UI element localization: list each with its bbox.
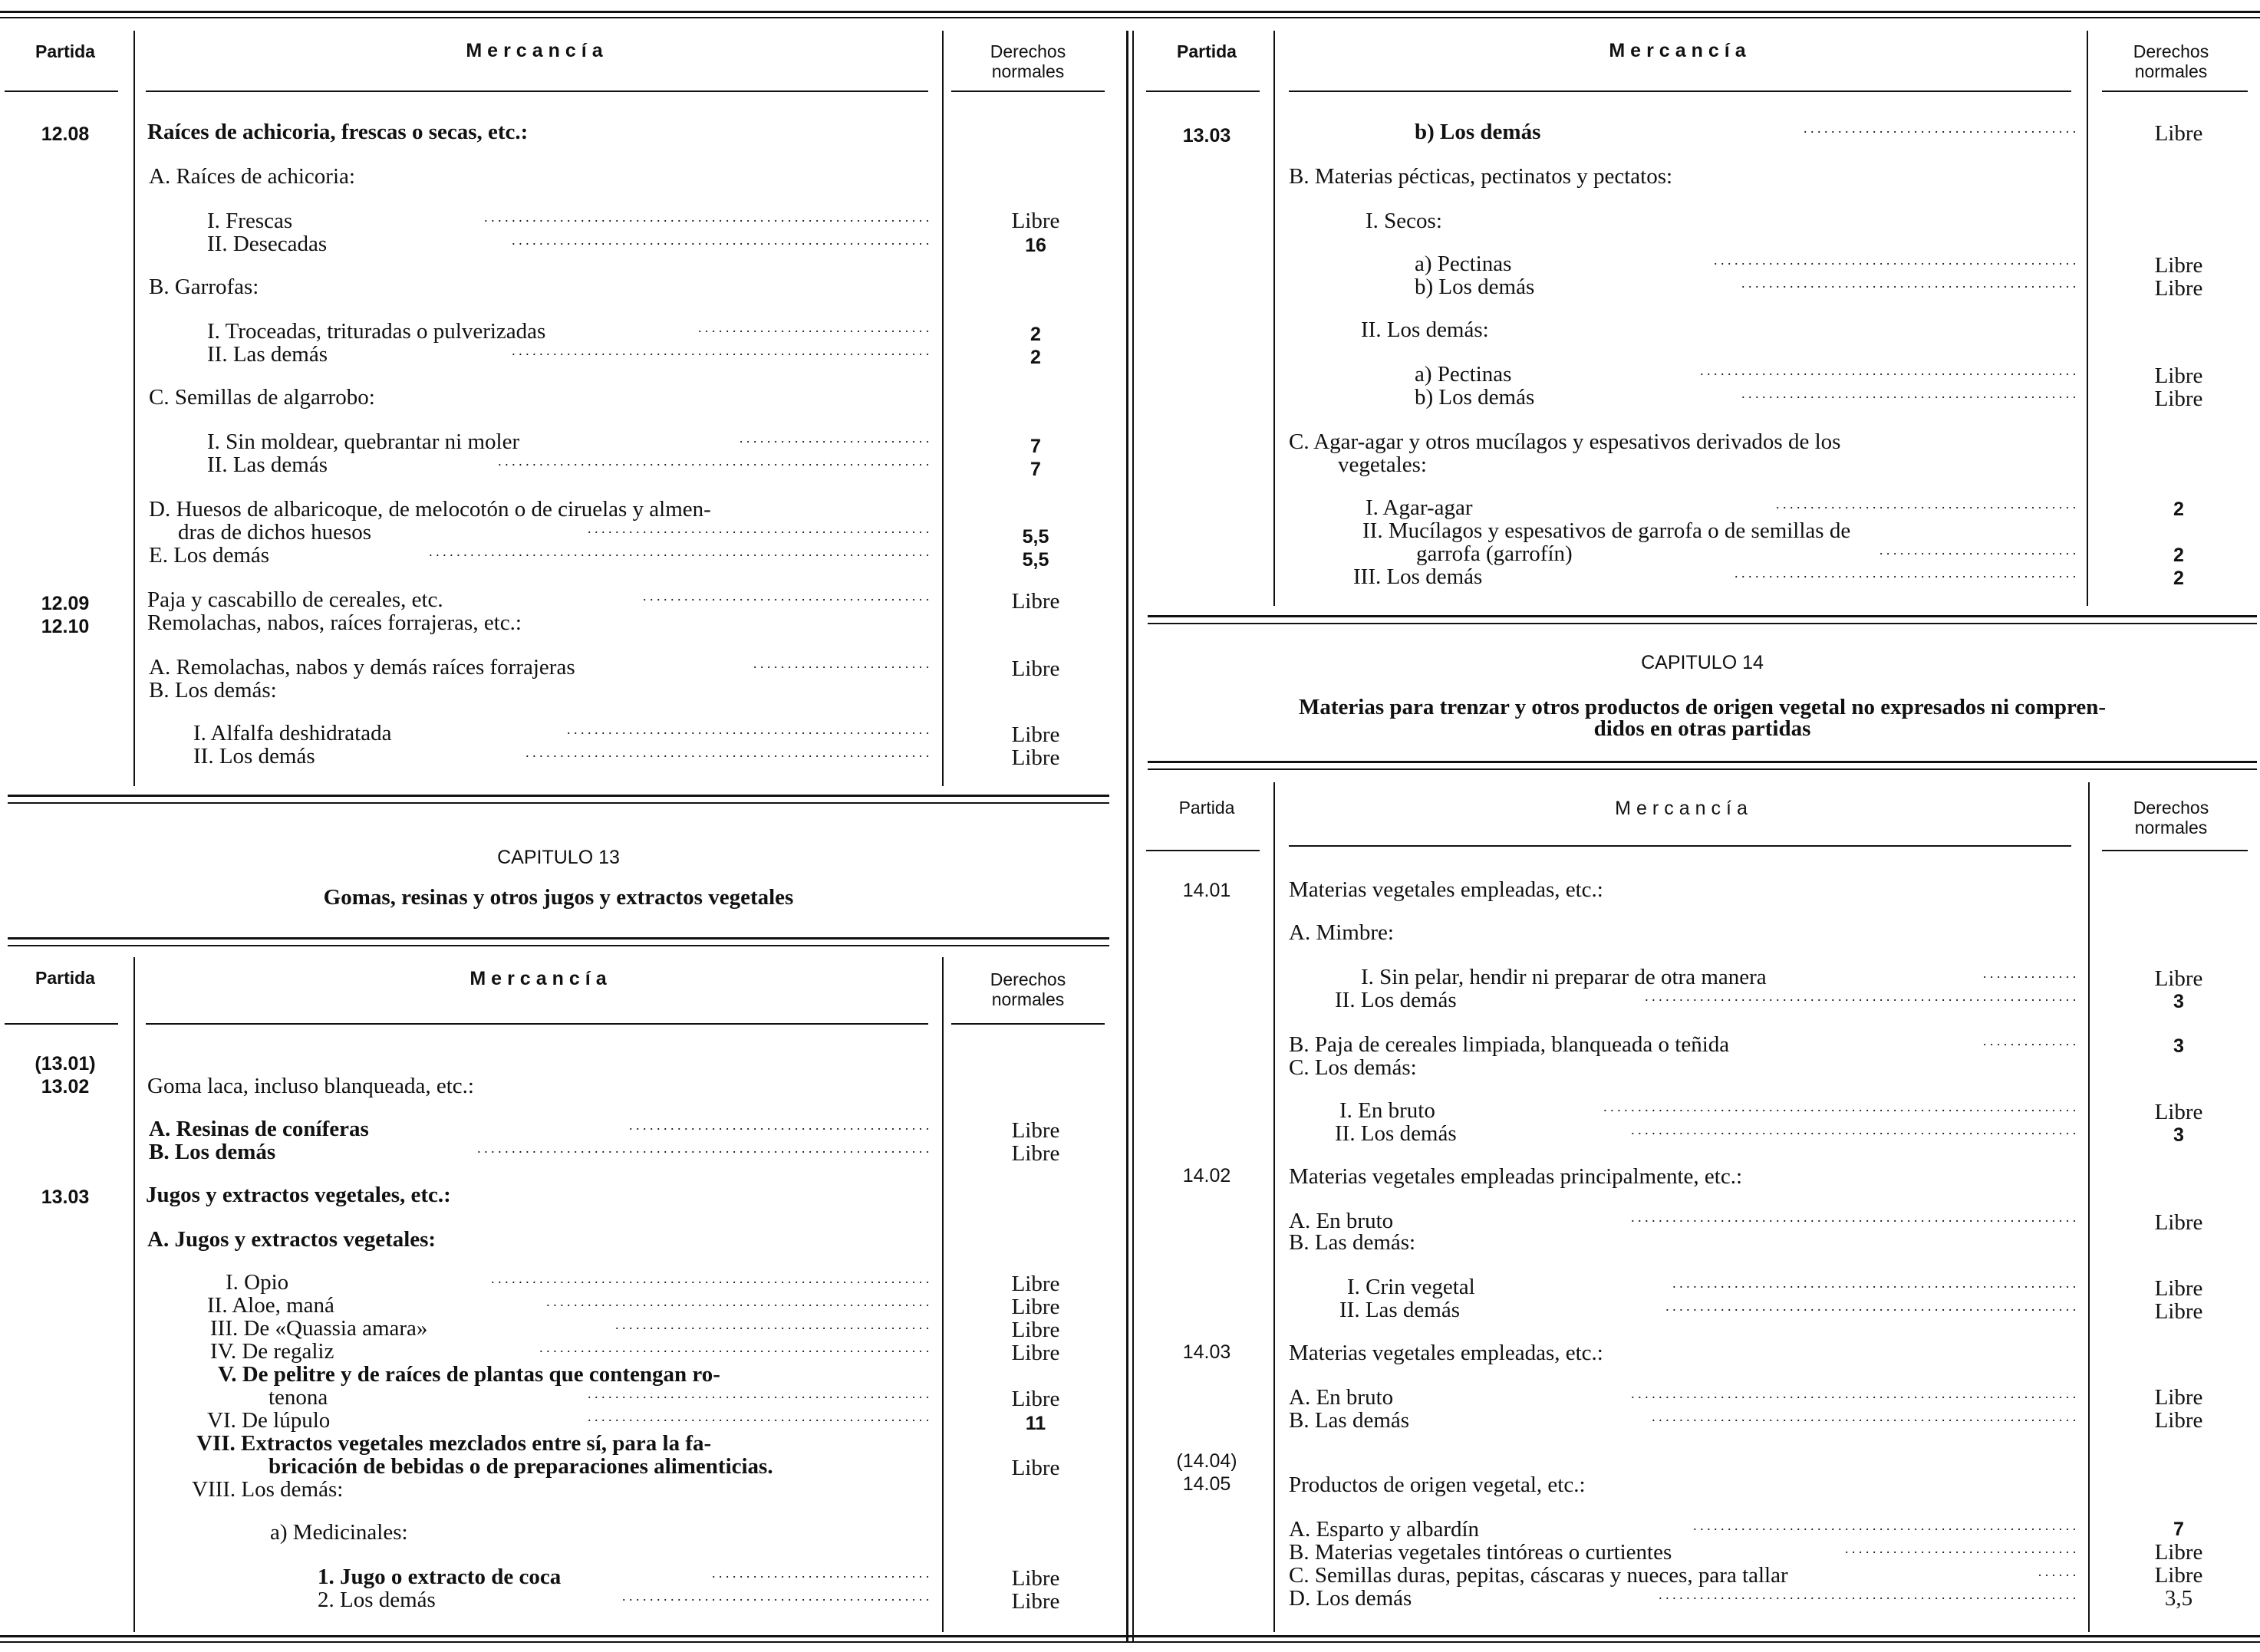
row-label: III. Los demás: [1353, 564, 1483, 589]
row-label: IV. De regaliz: [210, 1339, 334, 1364]
chapter13-title: Gomas, resinas y otros jugos y extractos vegetales: [323, 885, 794, 910]
row-label: Raíces de achicoria, frescas o secas, etc.:: [147, 120, 529, 144]
code-1402: 14.02: [1182, 1165, 1231, 1186]
right-col-line-2: [2087, 31, 2088, 606]
row: [147, 610, 937, 635]
row: b) Los demás ·················································: [1415, 275, 2079, 299]
row: A. Remolachas, nabos y demás raíces forrajeras ··························: [149, 655, 932, 680]
header-partida: Partida: [35, 968, 95, 988]
ch13-rule-2: [8, 945, 1109, 946]
value: 7: [2173, 1519, 2184, 1540]
chapter13-number: CAPITULO 13: [497, 847, 620, 868]
row: [149, 385, 939, 410]
bottom-rule: [0, 1635, 2260, 1637]
row: a) Pectinas ·····················································: [1415, 252, 2079, 276]
value: Libre: [2154, 387, 2203, 411]
row-label: a) Medicinales:: [270, 1520, 408, 1545]
row-label: B. Materias vegetales tintóreas o curtientes: [1289, 1540, 1672, 1565]
value: Libre: [2154, 364, 2203, 388]
row: a) Pectinas ·······················································: [1415, 362, 2079, 387]
row-label: I. Sin moldear, quebrantar ni moler: [207, 429, 520, 454]
value: 2: [2173, 545, 2184, 566]
row-label: VIII. Los demás:: [192, 1477, 344, 1502]
row: [270, 1520, 937, 1545]
row-label: B. Materias pécticas, pectinatos y pectatos:: [1289, 164, 1673, 189]
left-table-end-rule-2: [8, 802, 1109, 804]
header-derechos-1: Derechos: [990, 41, 1066, 61]
header-derechos-1: Derechos: [2133, 41, 2209, 61]
value: Libre: [2154, 1276, 2203, 1301]
row: [1289, 1473, 2079, 1497]
row-label: II. Aloe, maná: [207, 1293, 334, 1318]
row-label: V. De pelitre y de raíces de plantas que contengan ro-: [218, 1362, 720, 1387]
row: A. Esparto y albardín ························································: [1289, 1517, 2079, 1542]
left-col-line-2: [942, 31, 944, 786]
row-label: II. Las demás: [207, 452, 328, 477]
row: B. Los demás ··································································: [149, 1140, 932, 1164]
row: [1289, 164, 2079, 189]
code-1303: 13.03: [41, 1186, 90, 1208]
right-header-rule-c: [2102, 90, 2248, 92]
ch13-col-line-1: [133, 957, 135, 1632]
row: B. Materias vegetales tintóreas o curtientes ··································: [1289, 1540, 2079, 1565]
row: b) Los demás ·················································: [1415, 385, 2079, 410]
row: [1289, 877, 2079, 902]
row: II. Las demás ····························································: [1339, 1298, 2079, 1322]
code-1210: 12.10: [41, 616, 90, 637]
row-label: II. Los demás: [1335, 988, 1457, 1012]
value: Libre: [1011, 209, 1060, 233]
top-rule-2: [0, 17, 2260, 18]
row-label: 2. Los demás: [318, 1588, 436, 1612]
code-1301: (13.01): [35, 1053, 96, 1074]
row-label: E. Los demás: [149, 543, 270, 568]
row: III. De «Quassia amara» ··············································: [210, 1316, 932, 1341]
row: II. Los demás ·································································: [1335, 1121, 2079, 1146]
value: 5,5: [1022, 526, 1049, 548]
header-mercancia: Mercancía: [1609, 40, 1751, 61]
row-label: b) Los demás: [1415, 385, 1535, 410]
row: [149, 497, 939, 522]
row: II. Aloe, maná ························································: [207, 1293, 932, 1318]
left-header-rule-a: [5, 90, 118, 92]
row-label: A. Remolachas, nabos y demás raíces forrajeras: [149, 655, 575, 680]
top-rule: [0, 11, 2260, 13]
value: Libre: [1011, 1272, 1060, 1296]
value: 2: [2173, 568, 2184, 589]
row-label: I. Secos:: [1366, 209, 1442, 233]
value: 7: [1030, 436, 1041, 457]
row-label: III. De «Quassia amara»: [210, 1316, 428, 1341]
right-header-rule-a: [1146, 90, 1260, 92]
row: I. Alfalfa deshidratada ·····················································: [193, 721, 932, 745]
row: I. Frescas ·································································: [207, 209, 932, 233]
row-label: VII. Extractos vegetales mezclados entre sí, para la fa-: [196, 1431, 712, 1456]
row-label: A. Raíces de achicoria:: [149, 164, 355, 189]
value: Libre: [1011, 1318, 1060, 1342]
header-mercancia: Mercancía: [1615, 798, 1753, 819]
value: Libre: [1011, 1118, 1060, 1143]
row: B. Paja de cereales limpiada, blanqueada o teñida ··············: [1289, 1032, 2079, 1057]
chapter14-title-2: didos en otras partidas: [1593, 716, 1811, 741]
value: Libre: [1011, 722, 1060, 747]
row: A. En bruto ·································································: [1289, 1385, 2079, 1410]
row-label: B. Los demás:: [149, 678, 277, 703]
row: [268, 1454, 936, 1479]
row-label: a) Pectinas: [1415, 362, 1512, 387]
row-label: C. Los demás:: [1289, 1055, 1417, 1080]
ch14-header-rule-c: [2102, 850, 2248, 851]
row: [1289, 1164, 2079, 1189]
value: 3: [2173, 991, 2184, 1012]
code-1401: 14.01: [1182, 880, 1231, 901]
row: E. Los demás ·········································································: [149, 543, 932, 568]
row: [1289, 1230, 2079, 1255]
value: Libre: [1011, 1456, 1060, 1480]
row-label: A. Jugos y extractos vegetales:: [147, 1227, 437, 1252]
ch14-header-rule-a: [1146, 850, 1260, 851]
value: Libre: [1011, 1387, 1060, 1411]
row-label: II. Mucílagos y espesativos de garrofa o de semillas de: [1362, 518, 1851, 543]
header-partida: Partida: [1178, 798, 1235, 818]
header-derechos-2: normales: [991, 989, 1065, 1009]
row-label: dras de dichos huesos: [178, 520, 372, 545]
row: [1289, 1055, 2079, 1080]
header-derechos: [2087, 798, 2255, 838]
row: [147, 120, 937, 144]
row: B. Las demás ······························································: [1289, 1408, 2079, 1433]
header-derechos-2: normales: [2134, 61, 2208, 81]
row: I. Sin moldear, quebrantar ni moler ····························: [207, 429, 932, 454]
header-derechos-1: Derechos: [990, 969, 1066, 989]
code-1403: 14.03: [1182, 1341, 1231, 1363]
row: 2. Los demás ·············································: [318, 1588, 932, 1612]
value: Libre: [2154, 966, 2203, 991]
value: Libre: [1011, 1566, 1060, 1591]
row: II. Las demás ·······························································: [207, 452, 932, 477]
ch13-rule: [8, 937, 1109, 940]
row: [1338, 452, 2079, 477]
header-derechos-1: Derechos: [2133, 798, 2209, 818]
row-label: II. Las demás: [207, 342, 328, 367]
row-label: b) Los demás: [1415, 120, 1541, 144]
row-label: vegetales:: [1338, 452, 1427, 477]
row: A. En bruto ·································································: [1289, 1209, 2079, 1233]
header-mercancia: Mercancía: [466, 40, 608, 61]
left-header-rule-c: [951, 90, 1105, 92]
ch13-col-line-2: [942, 957, 944, 1632]
row-label: I. Crin vegetal: [1347, 1275, 1475, 1299]
row: II. Desecadas ·····························································: [207, 232, 932, 256]
value: 16: [1025, 235, 1046, 256]
row-label: C. Semillas de algarrobo:: [149, 385, 375, 410]
left-header-rule-b: [146, 90, 928, 92]
left-col-line-1: [133, 31, 135, 786]
row-label: I. Frescas: [207, 209, 293, 233]
value: Libre: [2154, 1385, 2203, 1410]
code-1404: (14.04): [1176, 1450, 1237, 1472]
code-1303: 13.03: [1182, 125, 1231, 146]
value: Libre: [1011, 1341, 1060, 1365]
row-label: B. Las demás:: [1289, 1230, 1416, 1255]
row: [147, 1074, 937, 1098]
value: Libre: [1011, 1141, 1060, 1166]
row-label: B. Garrofas:: [149, 275, 259, 299]
row-label: a) Pectinas: [1415, 252, 1512, 276]
header-partida: Partida: [1177, 41, 1237, 61]
row-label: Jugos y extractos vegetales, etc.:: [146, 1183, 451, 1207]
value: 3: [2173, 1124, 2184, 1146]
right-header-rule-b: [1289, 90, 2071, 92]
row: [149, 275, 939, 299]
value: Libre: [2154, 1540, 2203, 1565]
header-derechos-2: normales: [2134, 818, 2208, 838]
row: [1289, 1341, 2079, 1365]
row: [1289, 429, 2079, 454]
header-mercancia: Mercancía: [469, 968, 612, 989]
value: Libre: [1011, 1589, 1060, 1614]
row-label: 1. Jugo o extracto de coca: [318, 1565, 562, 1589]
row-label: Materias vegetales empleadas principalmente, etc.:: [1289, 1164, 1743, 1189]
row-label: Materias vegetales empleadas, etc.:: [1289, 1341, 1603, 1365]
row-label: Materias vegetales empleadas, etc.:: [1289, 877, 1603, 902]
row-label: II. Los demás: [1335, 1121, 1457, 1146]
value: Libre: [2154, 276, 2203, 301]
row-label: D. Los demás: [1289, 1586, 1412, 1611]
value: 2: [1030, 324, 1041, 345]
chapter14-number: CAPITULO 14: [1641, 652, 1764, 673]
row-label: I. En bruto: [1339, 1098, 1435, 1123]
header-partida: Partida: [35, 41, 95, 61]
ch13-header-rule-c: [951, 1023, 1105, 1025]
row: II. Los demás ·······························································: [1335, 988, 2079, 1012]
row-label: Paja y cascabillo de cereales, etc.: [147, 587, 443, 612]
center-divider: [1126, 31, 1128, 1641]
row-label: VI. De lúpulo: [207, 1408, 331, 1433]
row: [149, 678, 939, 703]
value: Libre: [2154, 1408, 2203, 1433]
row-label: Goma laca, incluso blanqueada, etc.:: [147, 1074, 474, 1098]
row: b) Los demás ········································: [1415, 120, 2079, 144]
row: A. Resinas de coníferas ············································: [149, 1117, 932, 1141]
row: [1366, 209, 2079, 233]
row-label: A. Mimbre:: [1289, 920, 1394, 945]
row-label: tenona: [268, 1385, 328, 1410]
row-label: C. Agar-agar y otros mucílagos y espesativos derivados de los: [1289, 429, 1841, 454]
ch14-col-line-1: [1273, 782, 1275, 1632]
row: [1362, 518, 2079, 543]
row-label: B. Las demás: [1289, 1408, 1410, 1433]
value: 2: [2173, 499, 2184, 520]
value: 3,5: [2164, 1586, 2193, 1611]
row: 1. Jugo o extracto de coca ································: [318, 1565, 932, 1589]
row-label: I. Alfalfa deshidratada: [193, 721, 392, 745]
row: [218, 1362, 932, 1387]
value: Libre: [1011, 745, 1060, 770]
row: [149, 164, 939, 189]
header-derechos: [944, 969, 1112, 1009]
row-label: D. Huesos de albaricoque, de melocotón o de ciruelas y almen-: [149, 497, 711, 522]
row: [1289, 920, 2079, 945]
ch13-header-rule-a: [5, 1023, 118, 1025]
row-label: A. En bruto: [1289, 1385, 1394, 1410]
value: Libre: [2154, 1563, 2203, 1588]
row-label: A. Resinas de coníferas: [149, 1117, 369, 1141]
value: Libre: [2154, 121, 2203, 146]
row: II. Los demás ···························································: [193, 744, 932, 768]
value: Libre: [2154, 1299, 2203, 1324]
row-label: I. Sin pelar, hendir ni preparar de otra manera: [1361, 965, 1767, 989]
value: Libre: [1011, 1295, 1060, 1319]
row: [147, 1227, 937, 1252]
row: I. Opio ································································: [226, 1270, 932, 1295]
ch14-rule-2: [1148, 768, 2257, 770]
code-1302: 13.02: [41, 1076, 90, 1097]
row-label: A. Esparto y albardín: [1289, 1517, 1480, 1542]
row-label: B. Los demás: [149, 1140, 276, 1164]
chapter14-title-1: Materias para trenzar y otros productos de origen vegetal no expresados ni compren-: [1299, 695, 2106, 719]
row-label: Productos de origen vegetal, etc.:: [1289, 1473, 1586, 1497]
right-col-line-1: [1273, 31, 1275, 606]
row: dras de dichos huesos ··················································: [178, 520, 932, 545]
ch14-header-rule-b: [1289, 845, 2071, 847]
code-1405: 14.05: [1182, 1473, 1231, 1495]
row-label: C. Semillas duras, pepitas, cáscaras y nueces, para tallar: [1289, 1563, 1788, 1588]
code-1208: 12.08: [41, 123, 90, 145]
row: I. Crin vegetal ···························································: [1347, 1275, 2079, 1299]
row-label: bricación de bebidas o de preparaciones alimenticias.: [268, 1454, 773, 1479]
row-label: II. Los demás:: [1361, 318, 1489, 342]
ch14-rule: [1148, 761, 2257, 763]
value: Libre: [1011, 589, 1060, 614]
row: tenona ··················································: [268, 1385, 932, 1410]
value: Libre: [2154, 1210, 2203, 1235]
header-derechos: [944, 41, 1112, 81]
row-label: I. Agar-agar: [1366, 495, 1473, 520]
row-label: II. Los demás: [193, 744, 315, 768]
row: II. Las demás ·····························································: [207, 342, 932, 367]
row: D. Los demás ·····························································: [1289, 1586, 2079, 1611]
value: 11: [1025, 1413, 1046, 1434]
value: Libre: [2154, 253, 2203, 278]
row: [1361, 318, 2079, 342]
row: IV. De regaliz ·························································: [210, 1339, 932, 1364]
right-table-end-rule: [1148, 615, 2257, 617]
row-label: I. Troceadas, trituradas o pulverizadas: [207, 319, 546, 344]
row: I. Sin pelar, hendir ni preparar de otra manera ··············: [1361, 965, 2079, 989]
row-label: b) Los demás: [1415, 275, 1535, 299]
row: III. Los demás ··················································: [1353, 564, 2079, 589]
value: Libre: [1011, 657, 1060, 681]
row: [192, 1477, 936, 1502]
value: 7: [1030, 459, 1041, 480]
row: [196, 1431, 936, 1456]
row: VI. De lúpulo ··················································: [207, 1408, 932, 1433]
value: 5,5: [1022, 549, 1049, 571]
bottom-rule-2: [0, 1641, 2260, 1643]
code-1209: 12.09: [41, 593, 90, 614]
row-label: B. Paja de cereales limpiada, blanqueada o teñida: [1289, 1032, 1730, 1057]
row: I. En bruto ·····································································: [1339, 1098, 2079, 1123]
row-label: II. Las demás: [1339, 1298, 1461, 1322]
row: C. Semillas duras, pepitas, cáscaras y nueces, para tallar ······: [1289, 1563, 2079, 1588]
value: 3: [2173, 1035, 2184, 1057]
row: Paja y cascabillo de cereales, etc. ··········································: [147, 587, 932, 612]
value: 2: [1030, 347, 1041, 368]
row-label: A. En bruto: [1289, 1209, 1394, 1233]
row-label: Remolachas, nabos, raíces forrajeras, etc.:: [147, 610, 522, 635]
row-label: garrofa (garrofín): [1416, 541, 1573, 566]
row-label: I. Opio: [226, 1270, 289, 1295]
left-table-end-rule: [8, 795, 1109, 797]
center-divider-2: [1132, 31, 1134, 1641]
row: garrofa (garrofín) ·····························: [1416, 541, 2079, 566]
ch14-col-line-2: [2088, 782, 2090, 1632]
row: I. Troceadas, trituradas o pulverizadas ··································: [207, 319, 932, 344]
row-label: II. Desecadas: [207, 232, 328, 256]
row: [146, 1183, 936, 1207]
value: Libre: [2154, 1100, 2203, 1124]
ch13-header-rule-b: [146, 1023, 928, 1025]
row: I. Agar-agar ············································: [1366, 495, 2079, 520]
header-derechos: [2087, 41, 2255, 81]
right-table-end-rule-2: [1148, 623, 2257, 624]
header-derechos-2: normales: [991, 61, 1065, 81]
